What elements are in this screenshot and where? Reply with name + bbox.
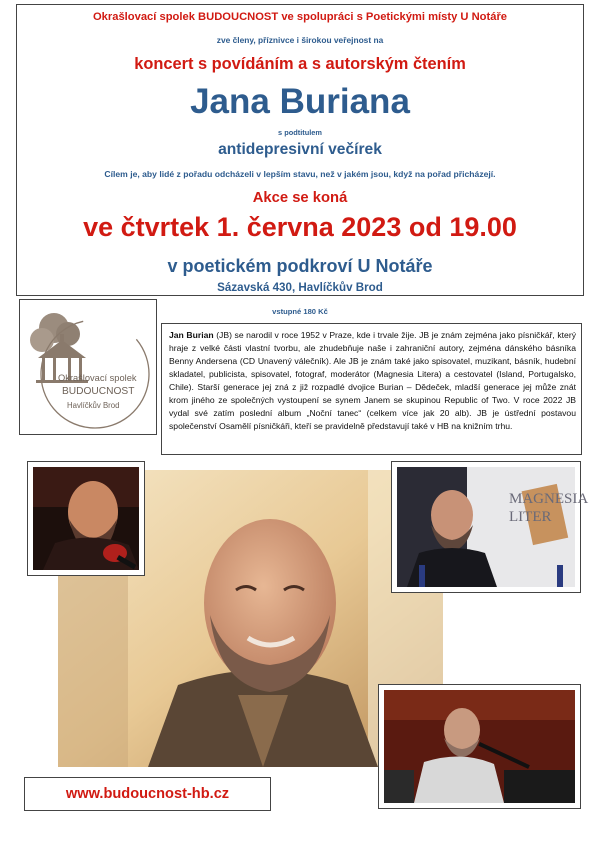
event-type: koncert s povídáním a s autorským čtením xyxy=(134,55,466,73)
subtitle: antidepresivní večírek xyxy=(218,141,382,158)
admission: vstupné 180 Kč xyxy=(272,307,328,316)
organization-logo xyxy=(19,299,157,435)
performer-name: Jana Buriana xyxy=(190,82,410,121)
website-box[interactable] xyxy=(24,777,271,811)
bio-text: (JB) se narodil v roce 1952 v Praze, kde i trvale žije. JB je znám zejména jako písničkář, který hraje z velké části vlastní tvorbu, ale zhudebňuje naše i zahraniční autory, zejména dánského básníka Benny Andersena (CD Unavený válečník). Ale JB je znám také jako spisovatel, muzikant, básník, hudební skladatel, publicista, spisovatel, fotograf, moderátor (Magnesia Litera) a cestovatel (Island, Portugalsko, Chile). Starší generace jej zná z již rozpadlé dvojice Burian – Dědeček, mladší generace jej může znát krom jiného ze společných vystoupení se synem Janem se skupinou Republic of Two. V roce 2022 JB vydal své zatím poslední album „Noční tanec“ (celkem více jak 20 alb). JB je ústřední postavou společenství Osamělí písničkáři, kteří se pravidelně představují také v HB na knižním trhu. xyxy=(169,330,576,431)
venue: v poetickém podkroví U Notáře xyxy=(167,256,433,276)
logo-line3: Havlíčkův Brod xyxy=(67,401,120,410)
goal-text: Cílem je, aby lidé z pořadu odcházeli v lepším stavu, než v jakém jsou, když na pořad přicházejí. xyxy=(104,169,496,179)
address: Sázavská 430, Havlíčkův Brod xyxy=(217,281,383,294)
website-link[interactable]: www.budoucnost-hb.cz xyxy=(65,786,230,802)
bio-name: Jan Burian xyxy=(169,330,214,340)
event-date-time: ve čtvrtek 1. června 2023 od 19.00 xyxy=(83,212,517,242)
logo-line1: Okrašlovací spolek xyxy=(58,373,137,383)
logo-line2: BUDOUCNOST xyxy=(62,386,135,397)
photo-singing xyxy=(27,461,145,576)
invite-line: zve členy, příznivce i širokou veřejnost na xyxy=(216,35,384,45)
organizer-line: Okrašlovací spolek BUDOUCNOST ve spolupráci s Poetickými místy U Notáře xyxy=(92,11,508,23)
bio-box xyxy=(161,323,582,455)
photo-piano xyxy=(378,684,581,809)
held-label: Akce se koná xyxy=(252,190,348,206)
gazebo-icon xyxy=(20,300,156,434)
magnesia-sign-text: MAGNESIA LITER xyxy=(509,491,588,525)
subtitle-intro: s podtitulem xyxy=(278,128,322,137)
photo-magnesia-litera xyxy=(391,461,588,593)
